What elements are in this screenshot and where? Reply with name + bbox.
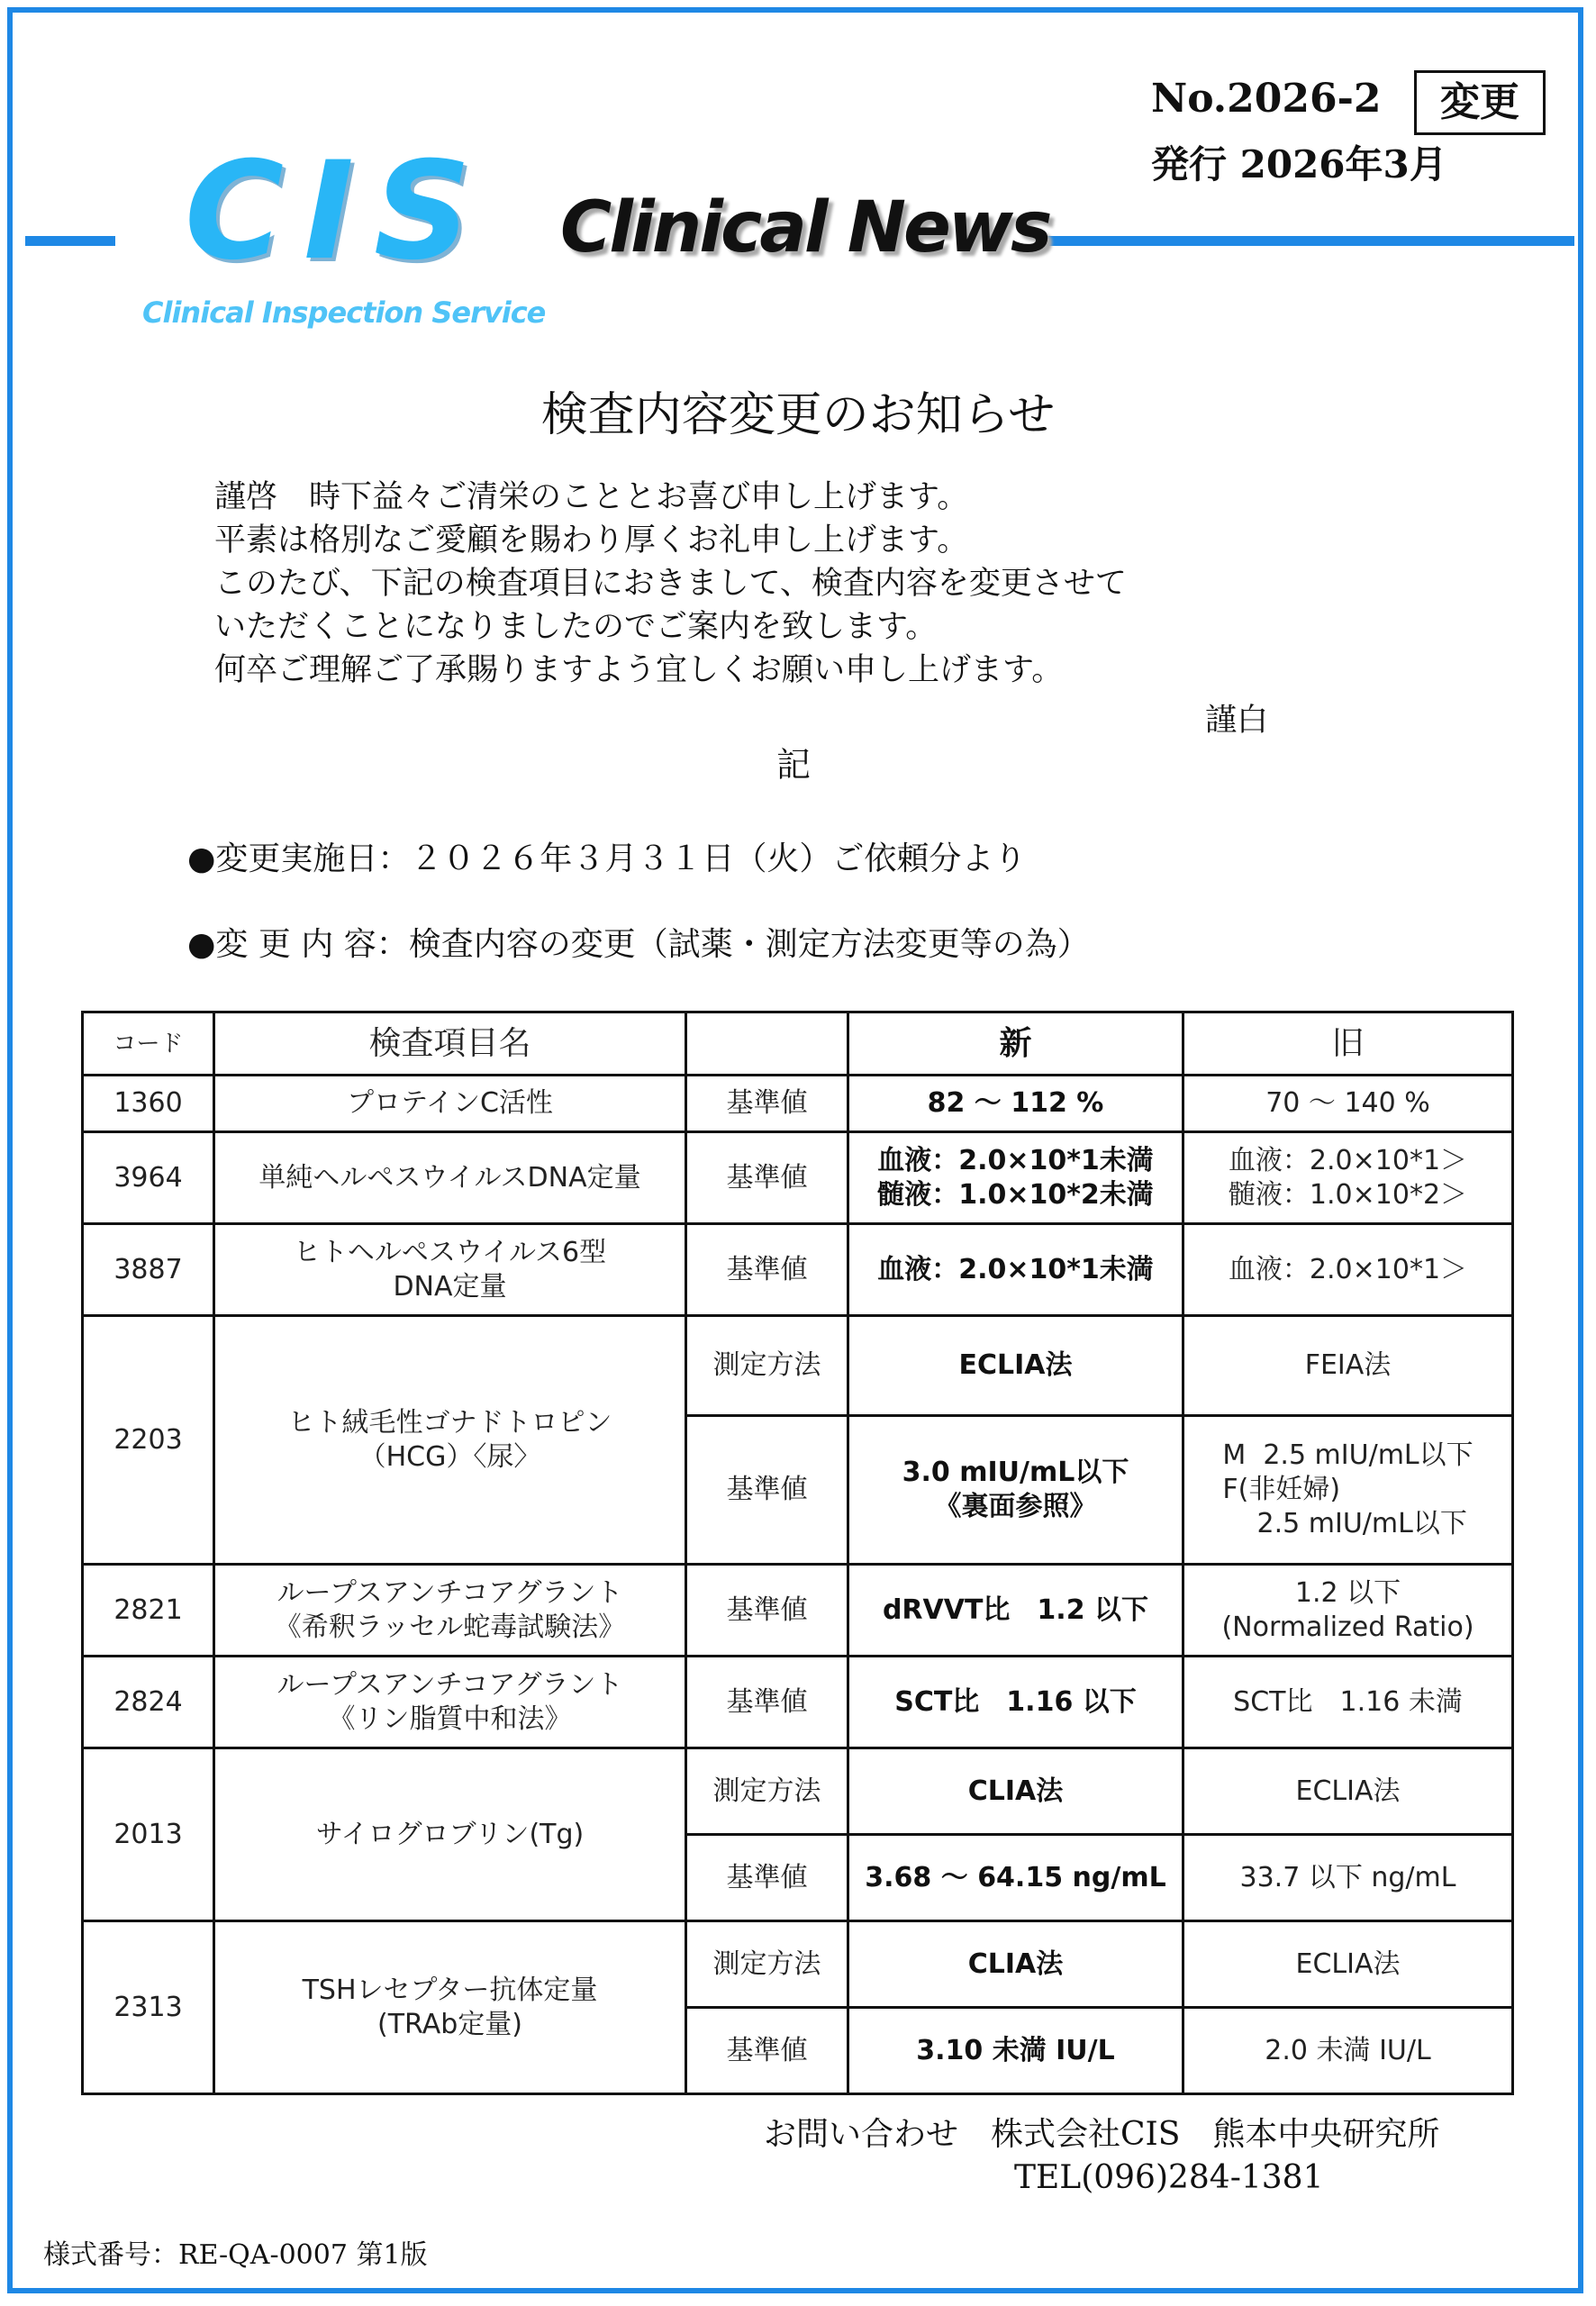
old-value-cell: SCT比 1.16 未満 — [1183, 1657, 1513, 1748]
name-cell: ヒト絨毛性ゴナドトロピン （HCG）〈尿〉 — [214, 1316, 686, 1565]
table-row — [83, 1224, 1513, 1316]
greeting-line: 謹啓 時下益々ご清栄のこととお喜び申し上げます。 — [214, 479, 969, 515]
new-value-cell: CLIA法 — [848, 1921, 1183, 2008]
ki-mark: 記 — [776, 745, 812, 785]
name-cell: ヒトヘルペスウイルス6型 DNA定量 — [214, 1224, 686, 1316]
code-cell: 2313 — [83, 1921, 214, 2094]
type-cell: 基準値 — [686, 1565, 848, 1657]
new-value-cell: dRVVT比 1.2 以下 — [848, 1565, 1183, 1657]
new-value-cell: 3.10 未満 IU/L — [848, 2008, 1183, 2094]
old-value-cell: FEIA法 — [1183, 1316, 1513, 1416]
issue-number: No.2026-2 — [1151, 76, 1382, 122]
new-value-cell: 血液：2.0×10*1未満 — [848, 1224, 1183, 1316]
name-cell: プロテインC活性 — [214, 1076, 686, 1132]
old-value-cell: 血液：2.0×10*1＞ 髄液：1.0×10*2＞ — [1183, 1132, 1513, 1224]
contact-info — [764, 2113, 1439, 2200]
cis-logo: CIS — [185, 133, 491, 290]
header-rule-right — [1041, 236, 1574, 246]
header-new: 新 — [848, 1012, 1183, 1076]
greeting-line: 平素は格別なご愛顧を賜わり厚くお礼申し上げます。 — [214, 522, 969, 558]
code-cell: 2013 — [83, 1748, 214, 1921]
change-content: ●変 更 内 容：検査内容の変更（試薬・測定方法変更等の為） — [187, 926, 1090, 963]
code-cell: 3887 — [83, 1224, 214, 1316]
header-old: 旧 — [1183, 1012, 1513, 1076]
old-value-cell: 血液：2.0×10*1＞ — [1183, 1224, 1513, 1316]
change-badge: 変更 — [1414, 70, 1546, 135]
table-row — [83, 1316, 1513, 1416]
table-row — [83, 1657, 1513, 1748]
old-value-cell: 1.2 以下 (Normalized Ratio) — [1183, 1565, 1513, 1657]
type-cell: 測定方法 — [686, 1748, 848, 1835]
table-row — [83, 1921, 1513, 2008]
name-cell: ループスアンチコアグラント 《リン脂質中和法》 — [214, 1657, 686, 1748]
old-value-cell: ECLIA法 — [1183, 1921, 1513, 2008]
code-cell: 1360 — [83, 1076, 214, 1132]
type-cell: 基準値 — [686, 1224, 848, 1316]
logo-subtitle: Clinical Inspection Service — [142, 295, 546, 330]
greeting-line: このたび、下記の検査項目におきまして、検査内容を変更させて — [214, 566, 1127, 602]
new-value-cell: 3.68 ～ 64.15 ng/mL — [848, 1835, 1183, 1921]
closing-word: 謹白 — [1205, 703, 1269, 739]
header-name: 検査項目名 — [214, 1012, 686, 1076]
old-value-cell: M 2.5 mIU/mL以下 F(非妊婦) 2.5 mIU/mL以下 — [1183, 1416, 1513, 1565]
name-cell: 単純ヘルペスウイルスDNA定量 — [214, 1132, 686, 1224]
new-value-cell: 3.0 mIU/mL以下 《裏面参照》 — [848, 1416, 1183, 1565]
old-value-cell: ECLIA法 — [1183, 1748, 1513, 1835]
greeting-line: いただくことになりましたのでご案内を致します。 — [214, 609, 938, 645]
form-number: 様式番号：RE-QA-0007 第1版 — [43, 2239, 428, 2271]
old-value-cell: 2.0 未満 IU/L — [1183, 2008, 1513, 2094]
type-cell: 基準値 — [686, 2008, 848, 2094]
greeting-text — [214, 476, 1295, 692]
change-table — [81, 1011, 1514, 2095]
issue-date: 発行 2026年3月 — [1151, 142, 1447, 186]
type-cell: 基準値 — [686, 1416, 848, 1565]
old-value-cell: 70 ～ 140 % — [1183, 1076, 1513, 1132]
code-cell: 2824 — [83, 1657, 214, 1748]
notice-title: 検査内容変更のお知らせ — [540, 388, 1056, 442]
code-cell: 2203 — [83, 1316, 214, 1565]
type-cell: 基準値 — [686, 1835, 848, 1921]
new-value-cell: SCT比 1.16 以下 — [848, 1657, 1183, 1748]
type-cell: 測定方法 — [686, 1921, 848, 2008]
contact-phone: TEL(096)284-1381 — [1014, 2159, 1324, 2196]
greeting-line: 何卒ご理解ご了承賜りますよう宜しくお願い申し上げます。 — [214, 652, 1064, 688]
header-rule-left — [25, 236, 115, 246]
old-value-cell: 33.7 以下 ng/mL — [1183, 1835, 1513, 1921]
code-cell: 2821 — [83, 1565, 214, 1657]
name-cell: ループスアンチコアグラント 《希釈ラッセル蛇毒試験法》 — [214, 1565, 686, 1657]
table-header-row — [83, 1012, 1513, 1076]
contact-company: お問い合わせ 株式会社CIS 熊本中央研究所 — [764, 2116, 1440, 2153]
news-title: Clinical News — [560, 187, 1050, 268]
new-value-cell: 82 ～ 112 % — [848, 1076, 1183, 1132]
new-value-cell: CLIA法 — [848, 1748, 1183, 1835]
name-cell: サイログロブリン(Tg) — [214, 1748, 686, 1921]
name-cell: TSHレセプター抗体定量 (TRAb定量) — [214, 1921, 686, 2094]
type-cell: 測定方法 — [686, 1316, 848, 1416]
type-cell: 基準値 — [686, 1132, 848, 1224]
type-cell: 基準値 — [686, 1076, 848, 1132]
type-cell: 基準値 — [686, 1657, 848, 1748]
new-value-cell: 血液：2.0×10*1未満 髄液：1.0×10*2未満 — [848, 1132, 1183, 1224]
new-value-cell: ECLIA法 — [848, 1316, 1183, 1416]
effective-date: ●変更実施日：２０２６年３月３１日（火）ご依頼分より — [187, 840, 1027, 877]
table-row — [83, 1076, 1513, 1132]
header-code: コード — [83, 1012, 214, 1076]
table-row — [83, 1132, 1513, 1224]
code-cell: 3964 — [83, 1132, 214, 1224]
table-row — [83, 1748, 1513, 1835]
header-type — [686, 1012, 848, 1076]
table-row — [83, 1565, 1513, 1657]
